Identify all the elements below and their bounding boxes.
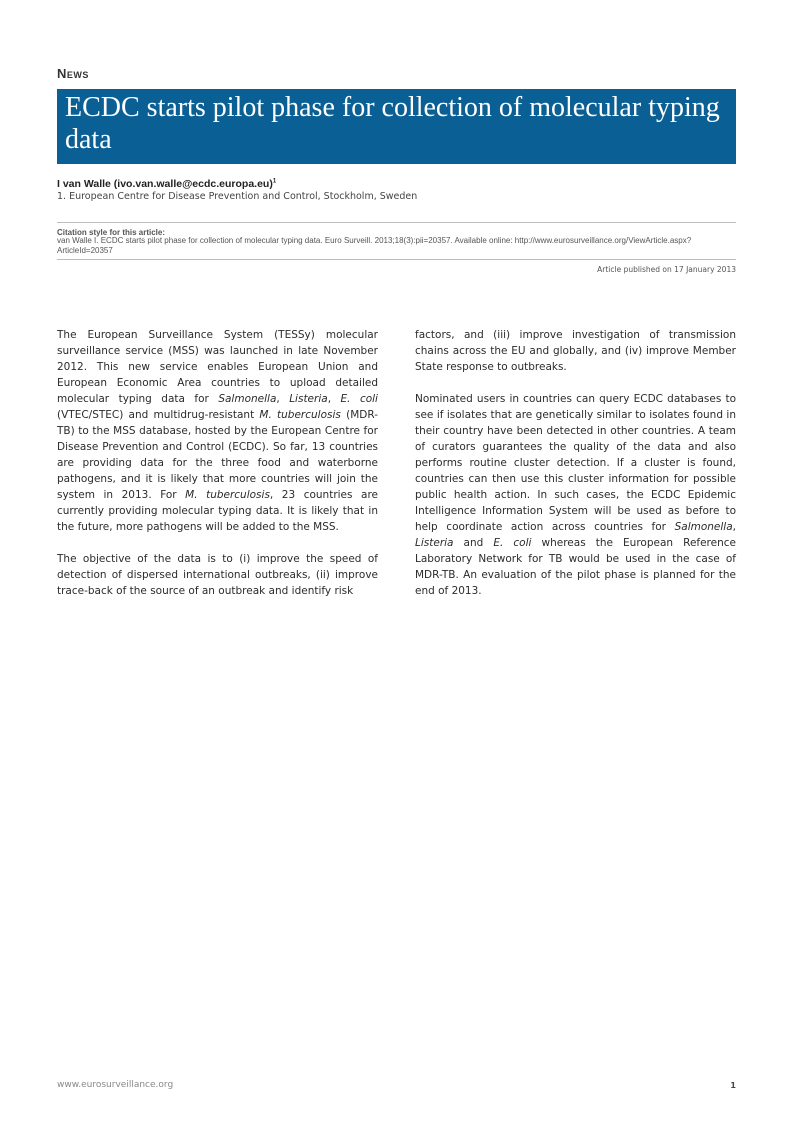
article-title: ECDC starts pilot phase for collection of molecular typing data <box>65 92 720 155</box>
footer-site-link[interactable]: www.eurosurveillance.org <box>57 1080 174 1090</box>
body-paragraph: The European Surveillance System (TESSy) molecular surveillance service (MSS) was launched in late November 2012. This new service enables European Union and European Economic Area countries to upload detailed molecular typing data for Salmonella, Listeria, E. coli (VTEC/STEC) and multidrug-resistant M. tuberculosis (MDR-TB) to the MSS database, hosted by the European Centre for Disease Prevention and Control (ECDC). So far, 13 countries are providing data for the three food and waterborne pathogens, and it is likely that more countries will join the system in 2013. For M. tuberculosis, 23 countries are currently providing molecular typing data. It is likely that in the future, more pathogens will be added to the MSS. <box>57 329 378 533</box>
author-line <box>57 178 276 190</box>
section-label: News <box>57 66 89 81</box>
page-number: 1 <box>730 1081 736 1090</box>
body-paragraph: Nominated users in countries can query ECDC databases to see if isolates that are genetically similar to isolates found in their country have been detected in other countries. A team of curators guarantees the quality of the data and also performs routine cluster detection. If a cluster is found, countries can then use this cluster information for possible public health action. In such cases, the ECDC Epidemic Intelligence Information System will be used as before to help coordinate action across countries for Salmonella, Listeria and E. coli whereas the European Reference Laboratory Network for TB would be used in the case of MDR-TB. An evaluation of the pilot phase is planned for the end of 2013. <box>415 393 736 597</box>
title-band <box>57 89 736 164</box>
divider-top <box>57 222 736 223</box>
body-paragraph-continued: factors, and (iii) improve investigation of transmission chains across the EU and globally, and (iv) improve Member State response to outbreaks. <box>415 329 736 373</box>
citation-text: van Walle I. ECDC starts pilot phase for collection of molecular typing data. Euro Surveill. 2013;18(3):pii=20357. Available online: http://www.eurosurveillance.org/ViewArticle.aspx?ArticleId=20357 <box>57 236 692 255</box>
author-affil-ref: 1 <box>272 178 277 185</box>
published-date: Article published on 17 January 2013 <box>597 265 736 274</box>
affiliation: 1. European Centre for Disease Prevention and Control, Stockholm, Sweden <box>57 191 418 202</box>
body-column-right <box>415 327 736 615</box>
divider-bottom <box>57 259 736 260</box>
citation-label: Citation style for this article: <box>57 228 166 237</box>
body-paragraph: The objective of the data is to (i) improve the speed of detection of dispersed international outbreaks, (ii) improve trace-back of the source of an outbreak and identify risk <box>57 553 378 597</box>
author-name: I van Walle (ivo.van.walle@ecdc.europa.eu) <box>57 178 273 190</box>
body-column-left <box>57 327 378 615</box>
